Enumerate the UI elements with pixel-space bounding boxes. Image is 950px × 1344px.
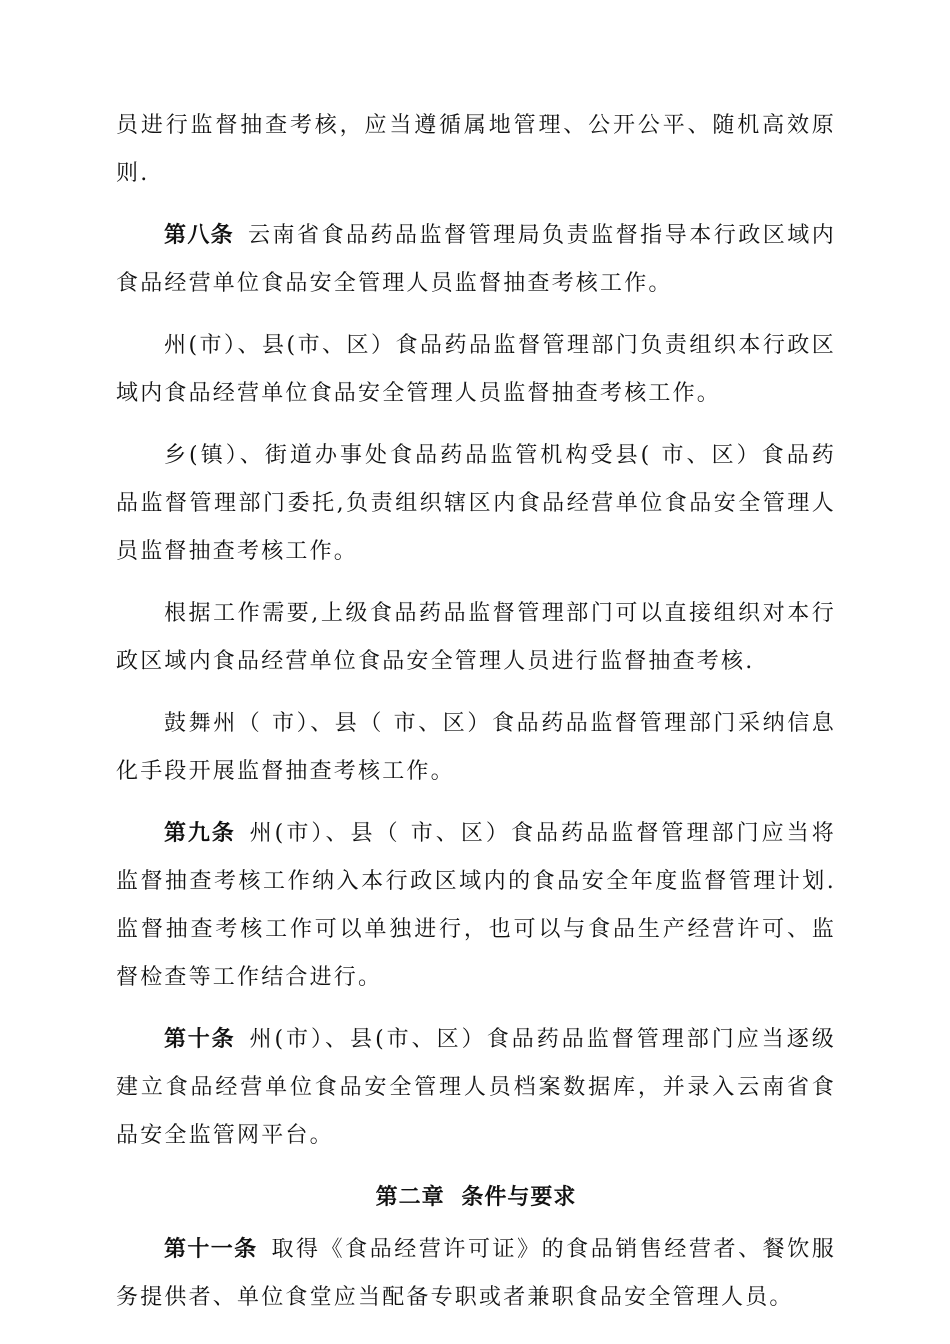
article-number: 第九条 bbox=[164, 821, 236, 846]
document-page bbox=[116, 102, 836, 1336]
article-body: 云南省食品药品监督管理局负责监督指导本行政区域内食品经营单位食品安全管理人员监督抽查考核工作。 bbox=[116, 223, 836, 296]
paragraph: 根据工作需要,上级食品药品监督管理部门可以直接组织对本行政区域内食品经营单位食品安全管理人员进行监督抽查考核. bbox=[116, 601, 836, 674]
article-body: 取得《食品经营许可证》的食品销售经营者、餐饮服务提供者、单位食堂应当配备专职或者兼职食品安全管理人员。 bbox=[116, 1237, 836, 1310]
article-body: 州(市）、县（ 市、区）食品药品监督管理部门应当将监督抽查考核工作纳入本行政区域内的食品安全年度监督管理计划.监督抽查考核工作可以单独进行，也可以与食品生产经营许可、监督检查等工作结合进行。 bbox=[116, 821, 836, 990]
article-body: 州(市）、县(市、区）食品药品监督管理部门应当逐级建立食品经营单位食品安全管理人员档案数据库，并录入云南省食品安全监管网平台。 bbox=[116, 1027, 836, 1148]
article-number: 第八条 bbox=[164, 223, 234, 248]
article-9 bbox=[116, 810, 836, 1002]
article-10 bbox=[116, 1016, 836, 1160]
article-8 bbox=[116, 212, 836, 308]
article-number: 第十一条 bbox=[164, 1237, 258, 1262]
chapter-heading: 第二章 条件与要求 bbox=[375, 1185, 577, 1210]
article-number: 第十条 bbox=[164, 1027, 236, 1052]
paragraph: 乡(镇）、街道办事处食品药品监管机构受县( 市、区）食品药品监督管理部门委托,负责组织辖区内食品经营单位食品安全管理人员监督抽查考核工作。 bbox=[116, 443, 836, 564]
paragraph-continuation: 员进行监督抽查考核，应当遵循属地管理、公开公平、随机高效原则. bbox=[116, 113, 836, 186]
paragraph: 州(市）、县(市、区）食品药品监督管理部门负责组织本行政区域内食品经营单位食品安全管理人员监督抽查考核工作。 bbox=[116, 333, 836, 406]
paragraph: 鼓舞州（ 市）、县（ 市、区）食品药品监督管理部门采纳信息化手段开展监督抽查考核工作。 bbox=[116, 711, 836, 784]
article-11 bbox=[116, 1226, 836, 1322]
